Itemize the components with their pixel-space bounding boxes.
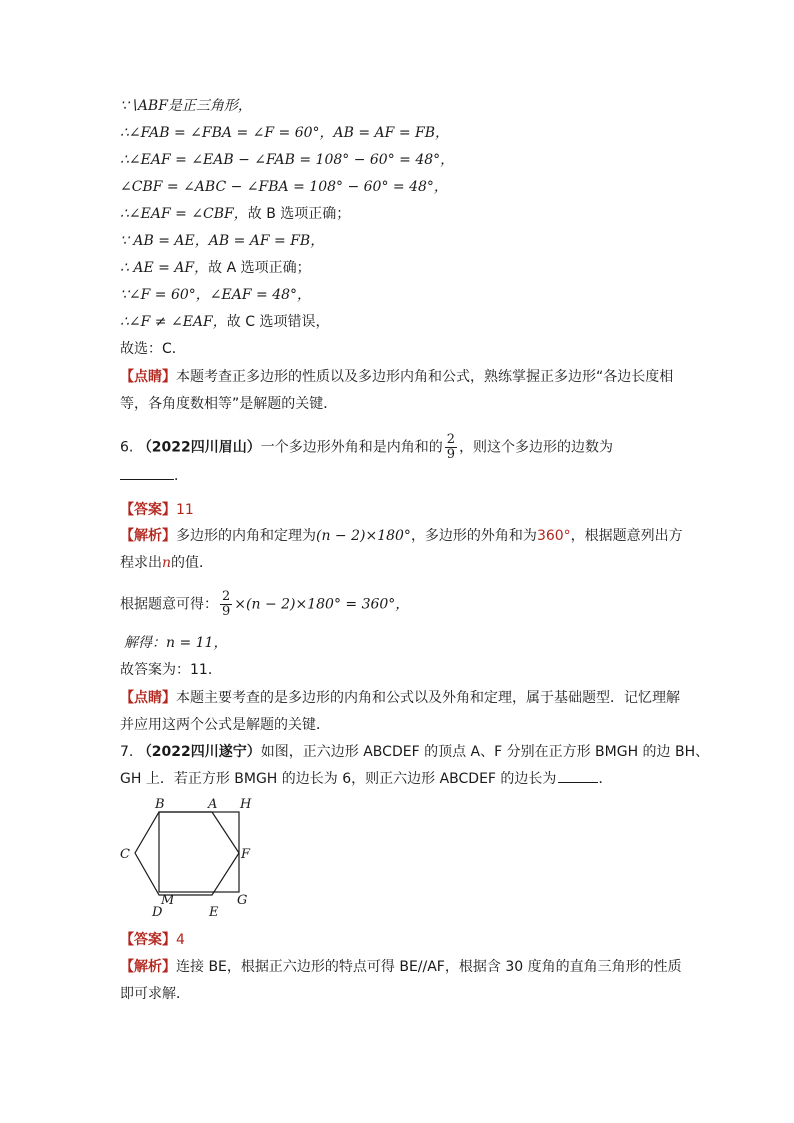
q6-tip-tag: 【点睛】 xyxy=(120,690,176,706)
q7-stem-2 xyxy=(120,769,612,789)
q6-tip-2: 并应用这两个公式是解题的关键． xyxy=(120,717,330,733)
q7-source: （2022四川遂宁） xyxy=(137,744,261,760)
q6-analysis-tag: 【解析】 xyxy=(120,528,176,544)
line-4: ∠CBF = ∠ABC − ∠FBA = 108° − 60° = 48°， xyxy=(120,179,448,195)
q6-eq-rest: ×(n − 2)×180° = 360°， xyxy=(234,596,410,613)
q6-eq-den: 9 xyxy=(222,604,231,619)
hexagon-abcdef xyxy=(135,812,239,895)
q6-equation xyxy=(120,590,409,619)
line-9 xyxy=(120,312,329,332)
line-8: ∵∠F = 60°，∠EAF = 48°， xyxy=(120,287,312,303)
label-b: B xyxy=(155,797,165,812)
q6-solve: 解得：n = 11， xyxy=(124,635,228,651)
line-6: ∵ AB = AE，AB = AF = FB， xyxy=(120,233,325,249)
label-m: M xyxy=(161,893,175,908)
q6-eq-num: 2 xyxy=(222,589,231,604)
line-1: ∵∖ABF是正三角形， xyxy=(120,98,252,114)
q6-stem xyxy=(120,433,613,462)
q6-answer-tag: 【答案】 xyxy=(120,502,176,518)
q7-analysis-2: 即可求解． xyxy=(120,986,190,1002)
tip-tag: 【点睛】 xyxy=(120,369,176,385)
q7-analysis-1 xyxy=(120,957,682,977)
q7-answer: 4 xyxy=(176,932,185,948)
q7-text-1: 如图，正六边形 ABCDEF 的顶点 A、F 分别在正方形 BMGH 的边 BH、 xyxy=(260,744,710,760)
q6-analysis-1c: ，多边形的外角和为 xyxy=(410,528,537,544)
q6-analysis-1 xyxy=(120,526,683,546)
q6-answer-line xyxy=(120,500,194,520)
q6-tip-1 xyxy=(120,688,680,708)
q6-final: 故答案为：11． xyxy=(120,662,222,678)
q6-analysis-1d: 360° xyxy=(536,528,571,544)
line-7-math: ∴ AE = AF， xyxy=(120,260,209,276)
q7-analysis-text-1: 连接 BE，根据正六边形的特点可得 BE//AF，根据含 30 度角的直角三角形的性质 xyxy=(176,959,682,975)
label-h: H xyxy=(240,797,252,812)
line-7-text: 故 A 选项正确； xyxy=(208,260,311,276)
q7-end: ． xyxy=(598,771,613,787)
q7-answer-line xyxy=(120,930,185,950)
q6-fraction xyxy=(445,433,457,462)
q6-analysis-1a: 多边形的内角和定理为 xyxy=(176,528,316,544)
q6-analysis-2 xyxy=(120,553,213,573)
q6-tip-text-1: 本题主要考查的是多边形的内角和公式以及外角和定理，属于基础题型．记忆理解 xyxy=(176,690,680,706)
q6-source: （2022四川眉山） xyxy=(137,439,261,456)
q6-analysis-2c: 的值． xyxy=(171,555,214,571)
label-d: D xyxy=(152,905,163,920)
q6-answer-blank[interactable] xyxy=(120,479,174,480)
q6-text-before: 一个多边形外角和是内角和的 xyxy=(260,439,443,456)
square-bmgh xyxy=(159,812,239,892)
q7-answer-blank[interactable] xyxy=(558,782,598,783)
q6-analysis-1e: ，根据题意列出方 xyxy=(570,528,683,544)
q6-number: 6. xyxy=(120,439,134,456)
line-2: ∴∠FAB = ∠FBA = ∠F = 60°，AB = AF = FB， xyxy=(120,125,450,141)
label-f: F xyxy=(241,847,251,862)
q6-frac-num: 2 xyxy=(446,432,456,447)
line-5 xyxy=(120,204,350,224)
q7-answer-tag: 【答案】 xyxy=(120,932,176,948)
q6-end: ． xyxy=(174,468,188,484)
label-g: G xyxy=(237,893,248,908)
label-c: C xyxy=(120,847,130,862)
q6-analysis-1b: (n − 2)×180° xyxy=(316,528,411,544)
q7-number: 7. xyxy=(120,744,134,760)
q6-answer: 11 xyxy=(176,502,194,518)
line-3: ∴∠EAF = ∠EAB − ∠FAB = 108° − 60° = 48°， xyxy=(120,152,455,168)
line-11 xyxy=(120,367,673,387)
q6-analysis-2b: n xyxy=(162,555,172,571)
label-e: E xyxy=(209,905,219,920)
q6-eq-prefix: 根据题意可得： xyxy=(120,596,218,613)
line-9-math: ∴∠F ≠ ∠EAF， xyxy=(120,314,227,330)
q7-stem-1 xyxy=(120,742,709,762)
line-5-math: ∴∠EAF = ∠CBF， xyxy=(120,206,248,222)
tip-text-1: 本题考查正多边形的性质以及多边形内角和公式，熟练掌握正多边形“各边长度相 xyxy=(176,369,674,385)
line-9-text: 故 C 选项错误， xyxy=(226,314,330,330)
line-12: 等，各角度数相等”是解题的关键． xyxy=(120,396,338,412)
line-5-text: 故 B 选项正确； xyxy=(247,206,351,222)
q6-eq-fraction xyxy=(220,590,232,619)
line-10: 故选：C． xyxy=(120,341,186,357)
hexagon-square-figure xyxy=(112,792,262,928)
q6-frac-den: 9 xyxy=(446,447,456,462)
q6-analysis-2a: 程求出 xyxy=(120,555,162,571)
label-a: A xyxy=(208,797,218,812)
q7-text-2: GH 上．若正方形 BMGH 的边长为 6，则正六边形 ABCDEF 的边长为 xyxy=(120,771,557,787)
q6-text-after: ，则这个多边形的边数为 xyxy=(459,439,614,456)
q6-blank-line xyxy=(120,466,188,486)
q7-analysis-tag: 【解析】 xyxy=(120,959,176,975)
line-7 xyxy=(120,258,311,278)
